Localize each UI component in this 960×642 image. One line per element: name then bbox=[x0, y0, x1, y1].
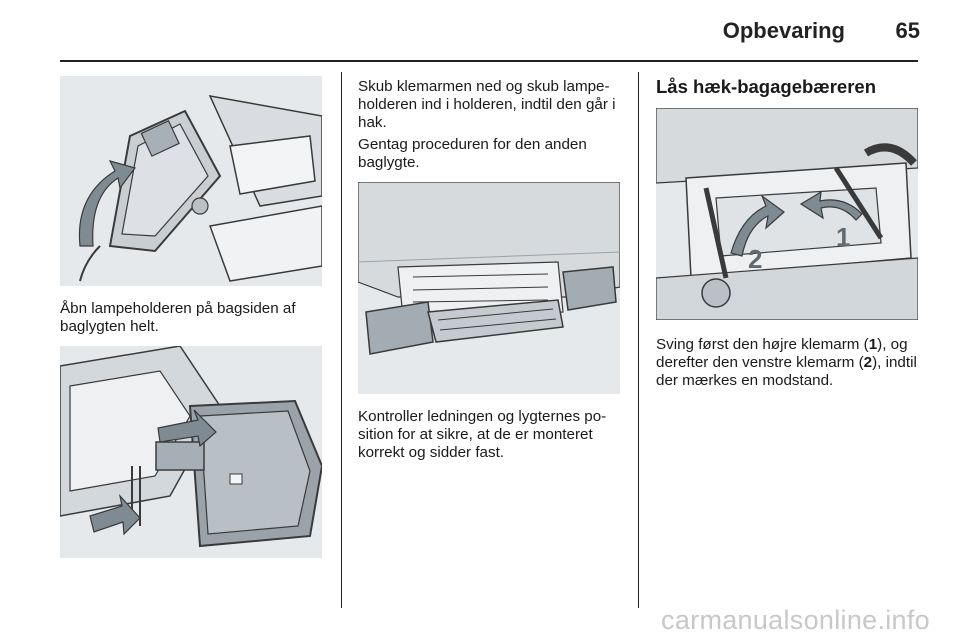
illustration-lamp-holder-insert bbox=[60, 346, 322, 558]
column-divider-right bbox=[638, 72, 639, 608]
illustration-rear-carrier-lights bbox=[358, 182, 620, 394]
column-divider-left bbox=[341, 72, 342, 608]
section-heading-lock-carrier: Lås hæk-bagagebæreren bbox=[656, 76, 877, 97]
illustration-lamp-holder-open bbox=[60, 76, 322, 286]
lamp-holder-insert-drawing bbox=[60, 346, 322, 558]
swing-text-part-2: ), og derefter den venstre klemarm ( bbox=[656, 336, 908, 371]
ref-number-1: 1 bbox=[868, 336, 878, 353]
rear-carrier-lights-drawing bbox=[358, 182, 620, 394]
page-number: 65 bbox=[895, 18, 920, 43]
callout-number-1: 1 bbox=[836, 222, 851, 252]
swing-text-part-1: Sving først den højre klemarm ( bbox=[656, 336, 869, 353]
watermark: carmanualsonline.info bbox=[661, 605, 930, 635]
instruction-swing-clamp-arms bbox=[656, 336, 920, 390]
lamp-holder-open-drawing bbox=[60, 76, 322, 286]
caption-open-lamp-holder: Åbn lampeholderen på bagsiden af baglygten helt. bbox=[60, 300, 296, 335]
swing-text-part-3: ), indtil der mærkes en modstand. bbox=[656, 354, 917, 389]
instruction-repeat-other-light: Gentag proceduren for den anden baglygte. bbox=[358, 136, 587, 171]
illustration-lock-carrier-clamps bbox=[656, 108, 918, 320]
page-header bbox=[0, 0, 960, 60]
instruction-check-wiring: Kontroller ledningen og lygternes position for at sikre, at de er monteret korrekt og sidder fast. bbox=[358, 408, 607, 461]
callout-number-2: 2 bbox=[748, 244, 763, 274]
ref-number-2: 2 bbox=[863, 354, 873, 371]
instruction-push-clamp-arm: Skub klemarmen ned og skub lampeholderen ind i holderen, indtil den går i hak. bbox=[358, 78, 616, 131]
section-title: Opbevaring bbox=[722, 18, 845, 43]
lock-carrier-clamps-drawing bbox=[656, 108, 918, 320]
header-rule bbox=[60, 60, 918, 62]
